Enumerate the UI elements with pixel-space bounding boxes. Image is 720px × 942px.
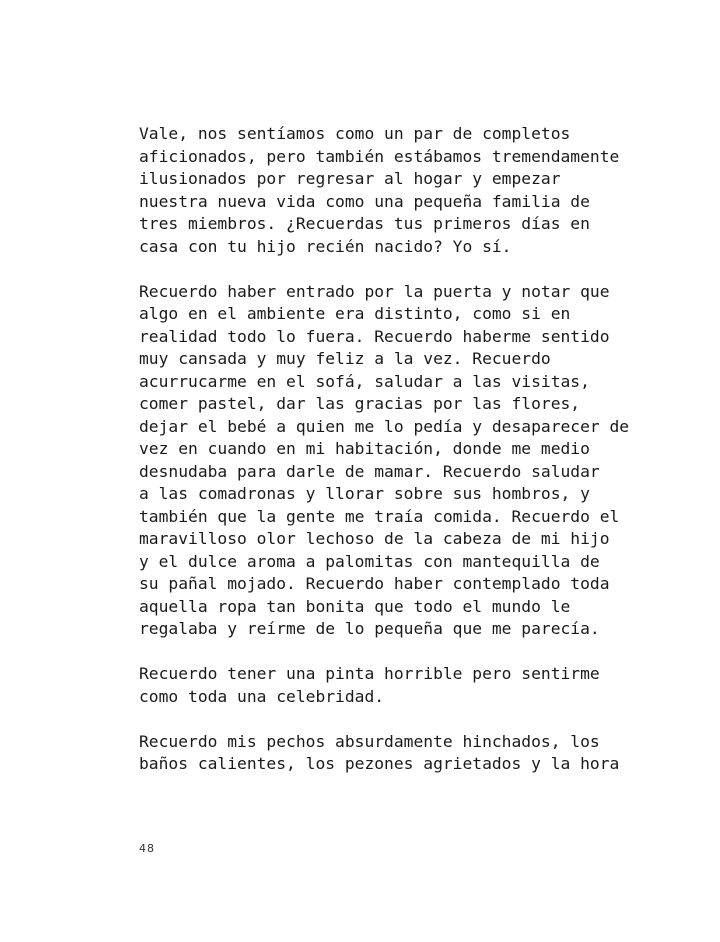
text-line: casa con tu hijo recién nacido? Yo sí. (139, 236, 512, 256)
text-line: desnudaba para darle de mamar. Recuerdo saludar (139, 461, 600, 481)
text-line: dejar el bebé a quien me lo pedía y desaparecer de (139, 416, 630, 436)
text-line: comer pastel, dar las gracias por las flores, (139, 394, 581, 413)
text-line: realidad todo lo fuera. Recuerdo haberme sentido (139, 326, 610, 346)
text-line: Recuerdo mis pechos absurdamente hinchados, los (139, 731, 600, 751)
text-line: nuestra nueva vida como una pequeña familia de (139, 191, 590, 211)
paragraph-spacer (139, 708, 619, 731)
paragraph-4 (139, 731, 619, 776)
text-line: también que la gente me traía comida. Recuerdo el (139, 506, 620, 526)
text-line: su pañal mojado. Recuerdo haber contemplado toda (139, 574, 610, 593)
text-line: maravilloso olor lechoso de la cabeza de mi hijo (139, 529, 610, 548)
paragraph-spacer (139, 258, 619, 281)
text-line: aficionados, pero también estábamos tremendamente (139, 146, 620, 166)
text-line: regalaba y reírme de lo pequeña que me parecía. (139, 619, 600, 638)
text-line: baños calientes, los pezones agrietados y la hora (139, 754, 620, 773)
text-line: aquella ropa tan bonita que todo el mundo le (139, 596, 571, 616)
text-line: muy cansada y muy feliz a la vez. Recuerdo (139, 349, 551, 368)
page-number: 48 (139, 842, 155, 855)
text-line: como toda una celebridad. (139, 686, 385, 706)
text-line: Recuerdo haber entrado por la puerta y notar que (139, 281, 610, 301)
text-line: acurrucarme en el sofá, saludar a las visitas, (139, 371, 590, 391)
paragraph-1 (139, 123, 619, 258)
paragraph-3 (139, 663, 619, 708)
paragraph-spacer (139, 641, 619, 664)
text-line: tres miembros. ¿Recuerdas tus primeros días en (139, 214, 590, 233)
body-text (139, 123, 630, 776)
text-line: Vale, nos sentíamos como un par de completos (139, 124, 571, 143)
text-line: algo en el ambiente era distinto, como si en (139, 304, 571, 323)
text-line: Recuerdo tener una pinta horrible pero sentirme (139, 664, 600, 683)
text-line: a las comadronas y llorar sobre sus hombros, y (139, 484, 590, 503)
text-line: ilusionados por regresar al hogar y empezar (139, 169, 561, 188)
paragraph-2 (139, 281, 630, 641)
text-line: vez en cuando en mi habitación, donde me medio (139, 439, 590, 458)
text-line: y el dulce aroma a palomitas con mantequilla de (139, 551, 600, 571)
